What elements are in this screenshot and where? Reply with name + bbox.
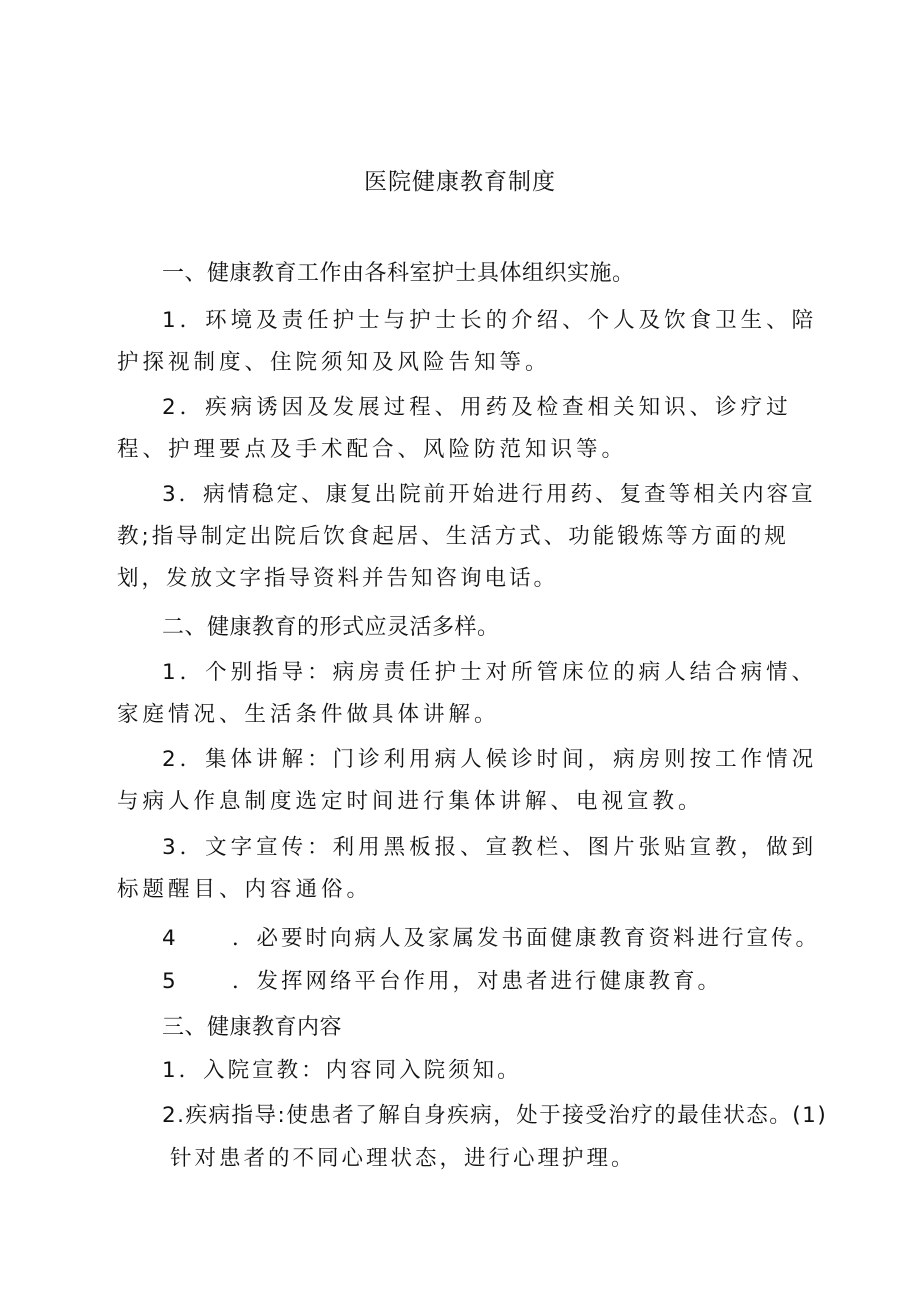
item-text: ．必要时向病人及家属发书面健康教育资料进行宣传。 — [232, 926, 821, 951]
section-2-item-2: 2．集体讲解：门诊利用病人候诊时间，病房则按工作情况与病人作息制度选定时间进行集体讲解、电视宣教。 — [117, 747, 818, 814]
document-title: 医院健康教育制度 — [364, 169, 556, 195]
section-2-item-4 — [162, 922, 820, 956]
section-1-item-2: 2．疾病诱因及发展过程、用药及检查相关知识、诊疗过程、护理要点及手术配合、风险防范知识等。 — [117, 395, 792, 462]
section-1-item-1: 1．环境及责任护士与护士长的介绍、个人及饮食卫生、陪护探视制度、住院须知及风险告知等。 — [117, 308, 818, 375]
section-2-heading: 二、健康教育的形式应灵活多样。 — [162, 615, 500, 640]
section-3-continuation: 针对患者的不同心理状态，进行心理护理。 — [170, 1146, 636, 1171]
section-1-item-3: 3．病情稳定、康复出院前开始进行用药、复查等相关内容宣教;指导制定出院后饮食起居、生活方式、功能锻炼等方面的规划，发放文字指导资料并告知咨询电话。 — [117, 482, 816, 591]
section-3-item-2: 2.疾病指导:使患者了解自身疾病，处于接受治疗的最佳状态。(1) — [162, 1103, 828, 1128]
item-number: 5 — [162, 969, 179, 994]
section-2-item-3: 3．文字宣传：利用黑板报、宣教栏、图片张贴宣教，做到标题醒目、内容通俗。 — [117, 835, 818, 902]
item-number: 4 — [162, 926, 179, 951]
section-1-heading: 一、健康教育工作由各科室护士具体组织实施。 — [162, 261, 635, 286]
section-3-heading: 三、健康教育内容 — [162, 1015, 343, 1040]
item-text: ．发挥网络平台作用，对患者进行健康教育。 — [232, 969, 723, 994]
section-3-item-1: 1．入院宣教：内容同入院须知。 — [162, 1058, 522, 1083]
section-2-item-5 — [162, 965, 722, 999]
section-2-item-1: 1．个别指导：病房责任护士对所管床位的病人结合病情、家庭情况、生活条件做具体讲解。 — [117, 660, 818, 727]
